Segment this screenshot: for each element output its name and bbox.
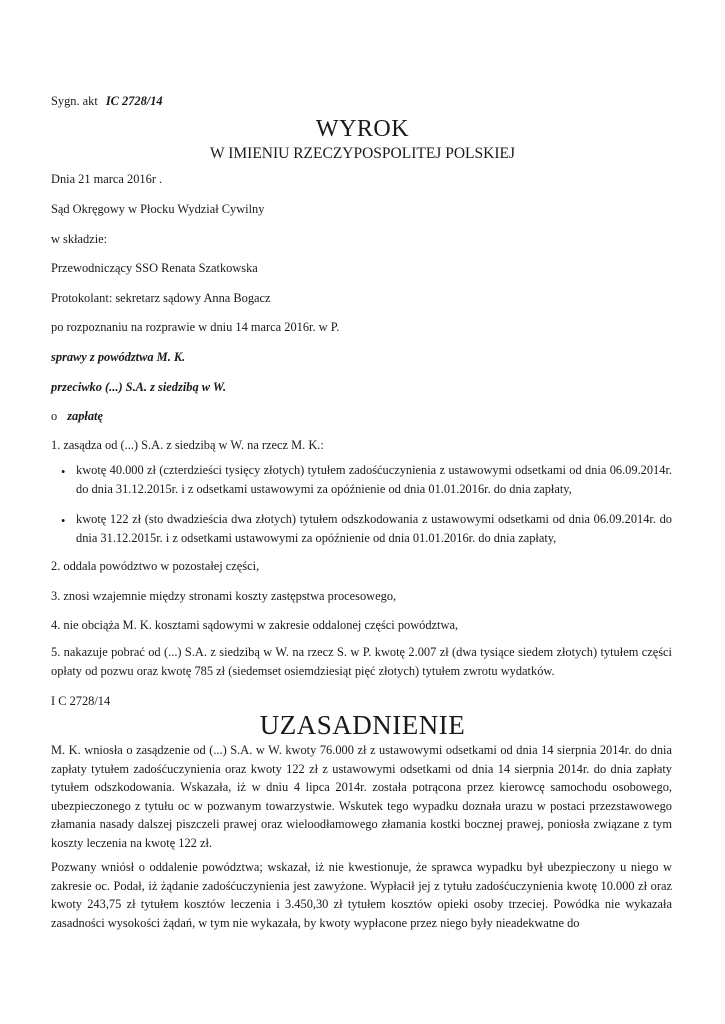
- court-clerk: Protokolant: sekretarz sądowy Anna Bogacz: [51, 291, 271, 305]
- ruling-point-5: 5. nakazuje pobrać od (...) S.A. z siedzibą w W. na rzecz S. w P. kwotę 2.007 zł (dwa tysiące siedem złotych) tytułem części opłaty od pozwu oraz kwotę 785 zł (siedemset osiemdziesiąt pięć złotych) tytułem zwrotu wydatków.: [51, 645, 672, 678]
- presiding-judge: Przewodniczący SSO Renata Szatkowska: [51, 261, 258, 275]
- justification-case-ref: I C 2728/14: [51, 694, 111, 708]
- plaintiff-line: sprawy z powództwa M. K.: [51, 350, 186, 364]
- ruling-bullet-2: kwotę 122 zł (sto dwadzieścia dwa złotych) tytułem odszkodowania z ustawowymi odsetkami od dnia 06.09.2014r. do dnia 31.12.2015r. i z odsetkami ustawowymi za opóźnienie od dnia 01.01.2016r. do dnia zapłaty,: [76, 512, 672, 545]
- case-signature-number: IC 2728/14: [105, 94, 163, 108]
- ruling-point-3: 3. znosi wzajemnie między stronami koszty zastępstwa procesowego,: [51, 589, 397, 603]
- hearing-info: po rozpoznaniu na rozprawie w dniu 14 marca 2016r. w P.: [51, 320, 340, 334]
- justification-heading: UZASADNIENIE: [259, 710, 466, 740]
- bullet-marker: •: [61, 465, 66, 479]
- case-subject: [51, 408, 103, 424]
- case-subject-text: zapłatę: [67, 409, 103, 423]
- ruling-point-2: 2. oddala powództwo w pozostałej części,: [51, 559, 260, 573]
- ruling-date: Dnia 21 marca 2016r .: [51, 172, 163, 186]
- document-subtitle: W IMIENIU RZECZYPOSPOLITEJ POLSKIEJ: [210, 145, 515, 162]
- case-signature: [51, 93, 163, 109]
- document-title: WYROK: [315, 116, 410, 142]
- case-signature-label: Sygn. akt: [51, 94, 98, 108]
- ruling-point-1: 1. zasądza od (...) S.A. z siedzibą w W. na rzecz M. K.:: [51, 438, 324, 452]
- bullet-marker: •: [61, 514, 66, 528]
- justification-paragraph-1: M. K. wniosła o zasądzenie od (...) S.A. w W. kwoty 76.000 zł z ustawowymi odsetkami od dnia 14 sierpnia 2014r. do dnia zapłaty tytułem zadośćuczynienia oraz kwoty 122 zł z ustawowymi odsetkami od dnia 14 sierpnia 2014r. do dnia zapłaty tytułem odszkodowania. Wskazała, iż w dniu 4 lipca 2014r. została potrącona przez kierowcę samochodu osobowego, ubezpieczonego z tytułu oc w pozwanym towarzystwie. Wskutek tego wypadku doznała urazu w postaci przezstawowego złamania nasady dalszej piszczeli prawej oraz wieloodłamowego złamania kostki bocznej prawej, poniosła związane z tym koszty leczenia na kwotę 122 zł.: [51, 743, 672, 850]
- justification-paragraph-2: Pozwany wniósł o oddalenie powództwa; wskazał, iż nie kwestionuje, że sprawca wypadku był ubezpieczony u niego w zakresie oc. Podał, iż żądanie zadośćuczynienia jest zawyżone. Wypłacił jej z tytułu zadośćuczynienia kwotę 10.000 zł oraz kwoty 243,75 zł tytułem kosztów leczenia i 3.450,30 zł tytułem kosztów opieki osoby trzeciej. Powódka nie wykazała zasadności wysokości żądań, w tym nie wykazała, by kwoty wypłacone przez niego były nieadekwatne do: [51, 860, 672, 930]
- court-name: Sąd Okręgowy w Płocku Wydział Cywilny: [51, 202, 265, 216]
- composition-label: w składzie:: [51, 232, 108, 246]
- defendant-line: przeciwko (...) S.A. z siedzibą w W.: [51, 380, 227, 394]
- ruling-bullet-1: kwotę 40.000 zł (czterdzieści tysięcy złotych) tytułem zadośćuczynienia z ustawowymi odsetkami od dnia 06.09.2014r. do dnia 31.12.2015r. i z odsetkami ustawowymi za opóźnienie od dnia 01.01.2016r. do dnia zapłaty,: [76, 463, 672, 496]
- ruling-point-4: 4. nie obciąża M. K. kosztami sądowymi w zakresie oddalonej części powództwa,: [51, 618, 459, 632]
- case-subject-prefix: o: [51, 409, 58, 423]
